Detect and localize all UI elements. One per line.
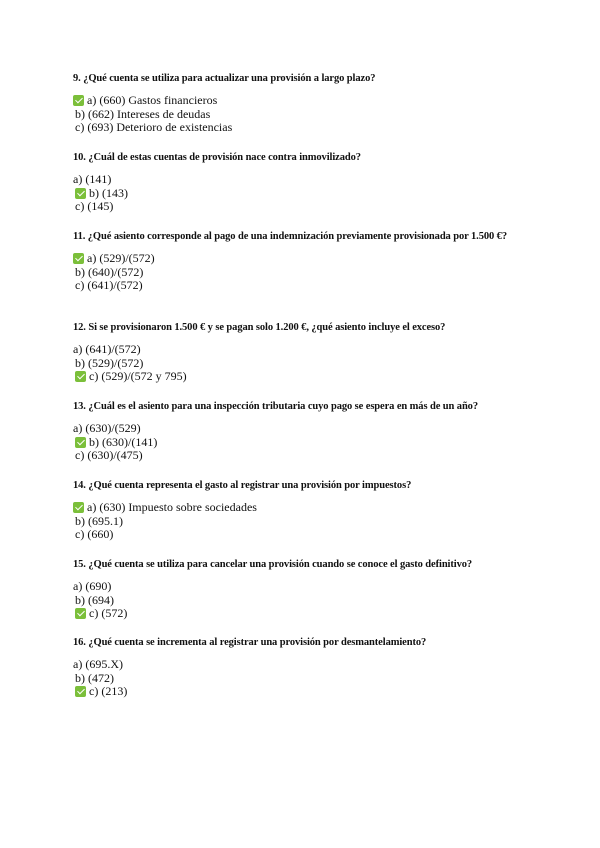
answer-option: b) (472) (75, 670, 114, 685)
answer-option-correct: a) (660) Gastos financieros (73, 94, 543, 108)
check-mark-icon (73, 95, 84, 106)
answer-option: a) (695.X) (73, 657, 123, 671)
answer-option: a) (630)/(529) (73, 421, 141, 435)
answer-option-correct: c) (529)/(572 y 795) (73, 370, 543, 384)
question-title: 9. ¿Qué cuenta se utiliza para actualizar una provisión a largo plazo? (73, 73, 376, 84)
question-11 (73, 230, 543, 293)
answer-option-correct: a) (529)/(572) (73, 252, 543, 266)
answer-option: a) (141) (73, 172, 112, 186)
question-title: 13. ¿Cuál es el asiento para una inspección tributaria cuyo pago se espera en más de un año? (73, 401, 478, 412)
question-title: 10. ¿Cuál de estas cuentas de provisión nace contra inmovilizado? (73, 152, 361, 163)
check-mark-icon (73, 502, 84, 513)
question-title: 14. ¿Qué cuenta representa el gasto al registrar una provisión por impuestos? (73, 480, 412, 491)
check-mark-icon (73, 253, 84, 264)
question-14 (73, 479, 543, 542)
answer-option: c) (630)/(475) (75, 448, 143, 463)
check-mark-icon (75, 371, 86, 382)
check-mark-icon (75, 437, 86, 448)
check-mark-icon (75, 686, 86, 697)
answer-option-correct: c) (572) (73, 607, 543, 621)
question-10 (73, 151, 543, 214)
answer-option: b) (662) Intereses de deudas (75, 106, 211, 121)
answer-option: b) (695.1) (75, 513, 123, 528)
check-mark-icon (75, 608, 86, 619)
answer-option-correct: a) (630) Impuesto sobre sociedades (73, 501, 543, 515)
answer-option: b) (640)/(572) (75, 264, 144, 279)
question-title: 15. ¿Qué cuenta se utiliza para cancelar una provisión cuando se conoce el gasto definitivo? (73, 559, 473, 570)
answer-option: c) (660) (75, 527, 114, 542)
question-title: 12. Si se provisionaron 1.500 € y se pagan solo 1.200 €, ¿qué asiento incluye el exceso? (73, 322, 446, 333)
question-15 (73, 558, 543, 621)
question-13 (73, 400, 543, 463)
question-title: 11. ¿Qué asiento corresponde al pago de una indemnización previamente provisionada por 1.500 €? (73, 231, 507, 242)
answer-option: c) (145) (75, 199, 114, 214)
question-16 (73, 636, 543, 699)
answer-option: a) (641)/(572) (73, 342, 141, 356)
question-title: 16. ¿Qué cuenta se incrementa al registrar una provisión por desmantelamiento? (73, 637, 427, 648)
question-9 (73, 72, 543, 135)
check-mark-icon (75, 188, 86, 199)
question-12 (73, 321, 543, 384)
answer-option: a) (690) (73, 579, 112, 593)
answer-option: b) (529)/(572) (75, 355, 144, 370)
answer-option-correct: b) (143) (73, 187, 543, 201)
answer-option: c) (641)/(572) (75, 278, 143, 293)
answer-option: c) (693) Deterioro de existencias (75, 120, 233, 135)
answer-option: b) (694) (75, 592, 114, 607)
answer-option-correct: b) (630)/(141) (73, 436, 543, 450)
answer-option-correct: c) (213) (73, 685, 543, 699)
